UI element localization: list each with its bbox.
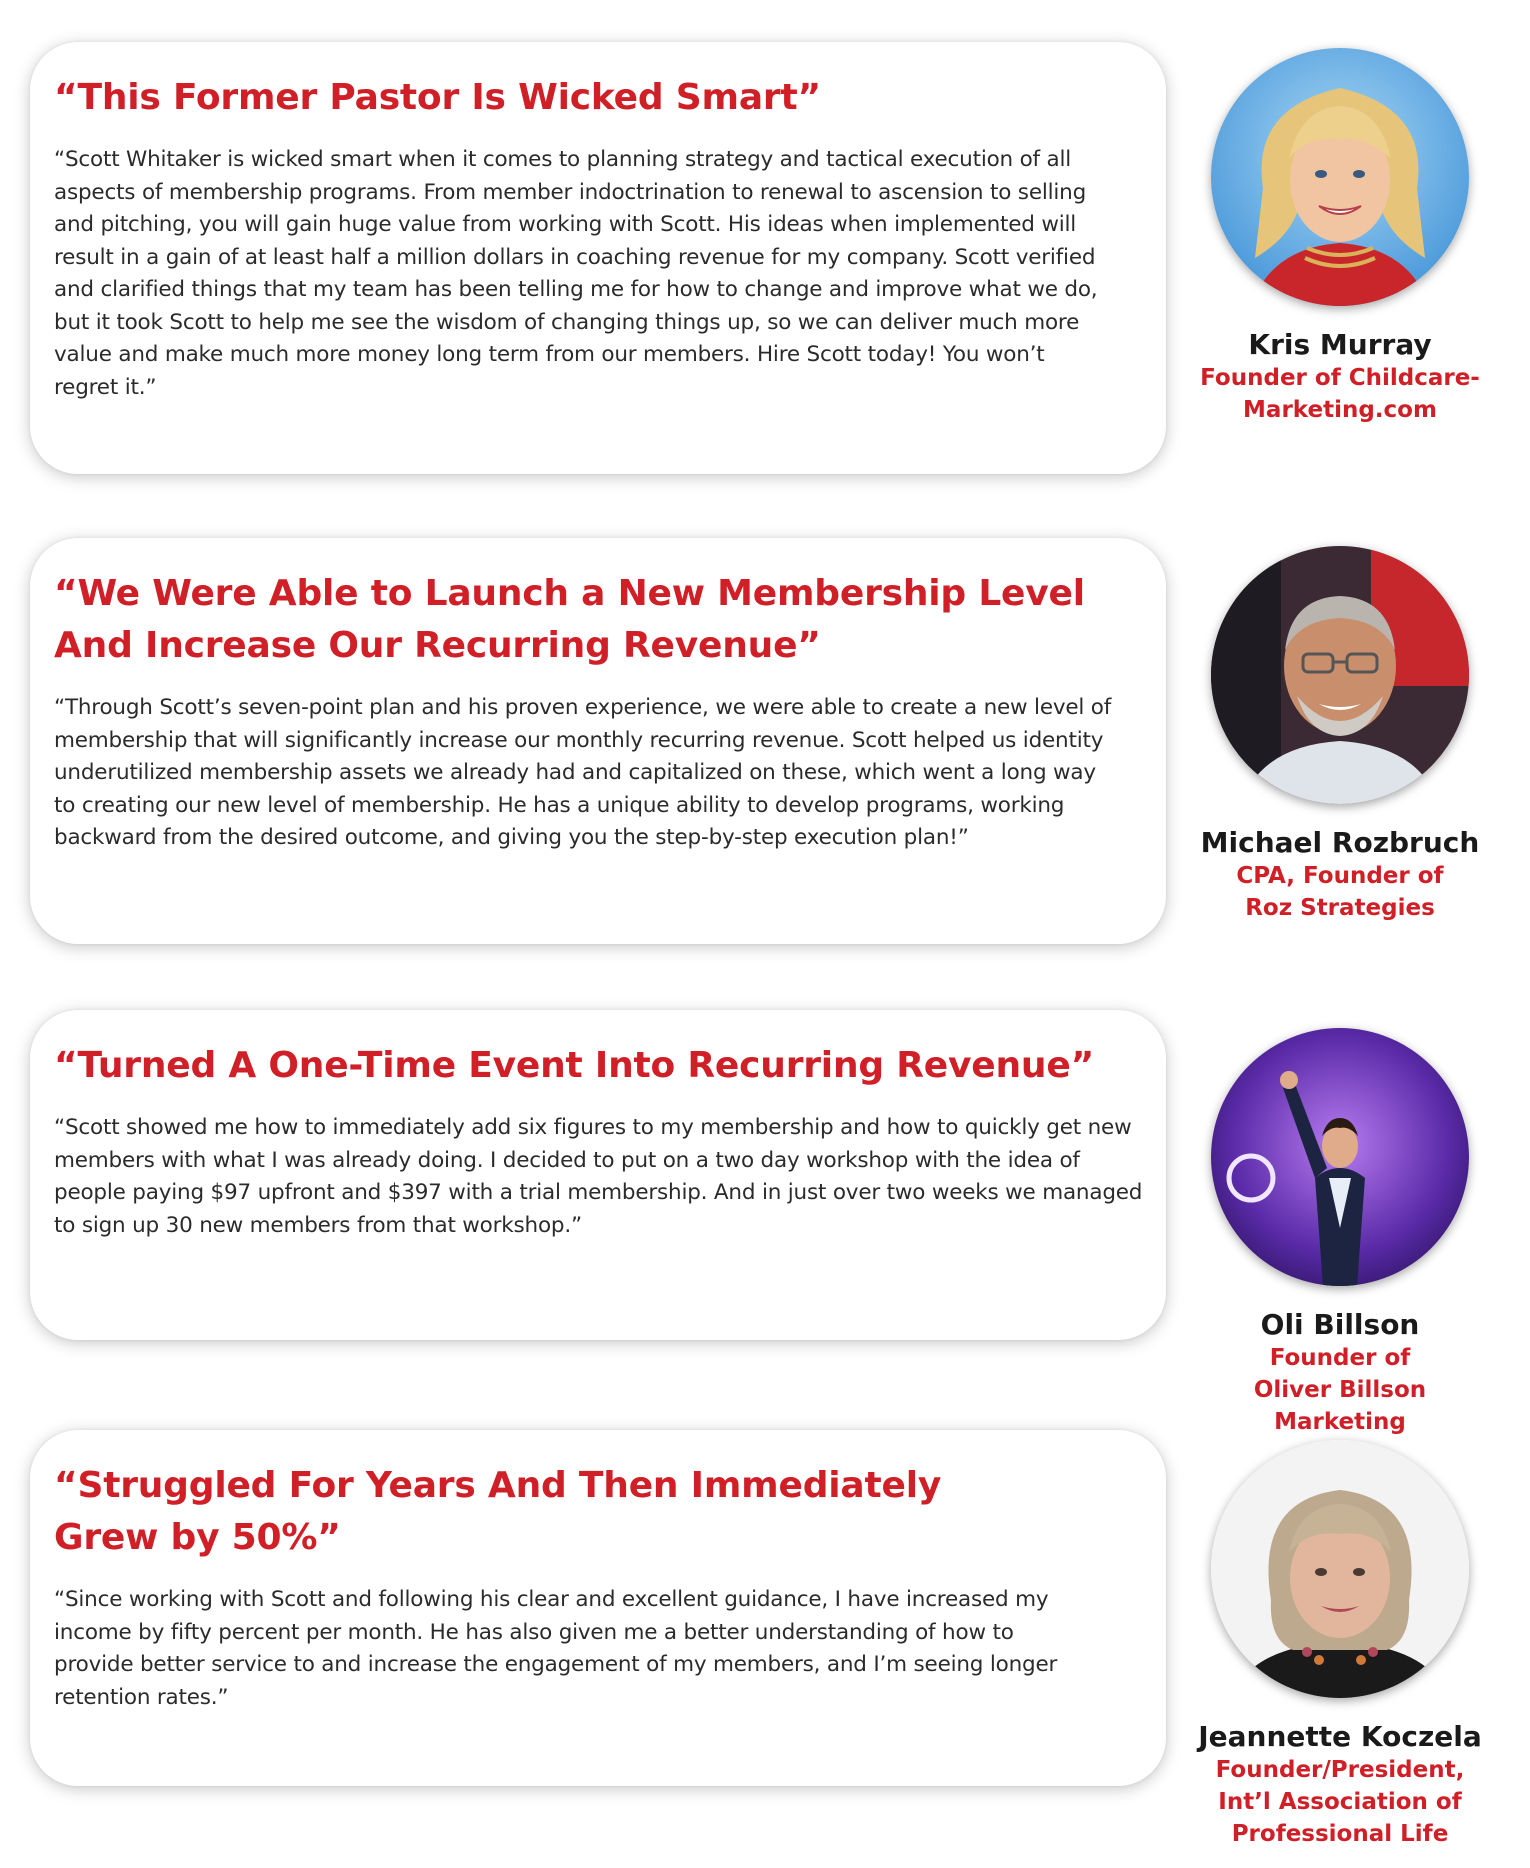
photo-woman-blonde: [1211, 48, 1469, 306]
author-role: Founder of Childcare- Marketing.com: [1200, 365, 1480, 423]
testimonial-headline: “Turned A One-Time Event Into Recurring Revenue”: [54, 1045, 1095, 1086]
author-name: Jeannette Koczela: [1198, 1720, 1482, 1753]
author-photo: [1211, 1440, 1469, 1698]
testimonial-card-4: [30, 1430, 1166, 1786]
author-photo: [1211, 48, 1469, 306]
testimonial-card-1: [30, 42, 1166, 474]
testimonial-card-3: [30, 1010, 1166, 1340]
author-block-3: [1185, 1028, 1495, 1438]
author-photo: [1211, 1028, 1469, 1286]
author-role: Founder/President, Int’l Association of Professional Life: [1215, 1757, 1465, 1847]
author-block-4: [1185, 1440, 1495, 1850]
author-block-2: [1185, 546, 1495, 924]
testimonial-headline: “We Were Able to Launch a New Membership Level And Increase Our Recurring Revenue”: [54, 573, 1085, 666]
testimonial-quote: “Through Scott’s seven-point plan and his proven experience, we were able to create a new level of membership that will significantly increase our monthly recurring revenue. Scott helped us identity underutilized membership assets we already had and capitalized on these, which went a long way to creating our new level of membership. He has a unique ability to develop programs, working backward from the desired outcome, and giving you the step-by-step execution plan!”: [54, 695, 1112, 850]
author-name: Michael Rozbruch: [1200, 826, 1480, 859]
photo-man-on-stage: [1211, 1028, 1469, 1286]
photo-woman-gray-hair: [1211, 1440, 1469, 1698]
author-name: Oli Billson: [1260, 1308, 1420, 1341]
testimonial-quote: “Since working with Scott and following his clear and excellent guidance, I have increased my income by fifty percent per month. He has also given me a better understanding of how to provide better service to and increase the engagement of my members, and I’m seeing longer retention rates.”: [54, 1587, 1058, 1710]
testimonial-card-2: [30, 538, 1166, 944]
author-role: CPA, Founder of Roz Strategies: [1236, 863, 1444, 921]
photo-man-gray-hair: [1211, 546, 1469, 804]
testimonial-headline: “This Former Pastor Is Wicked Smart”: [54, 77, 821, 118]
author-block-1: [1185, 48, 1495, 426]
testimonial-quote: “Scott Whitaker is wicked smart when it comes to planning strategy and tactical execution of all aspects of membership programs. From member indoctrination to renewal to ascension to selling and pitching, you will gain huge value from working with Scott. His ideas when implemented will result in a gain of at least half a million dollars in coaching revenue for my company. Scott verified and clarified things that my team has been telling me for how to change and improve what we do, but it took Scott to help me see the wisdom of changing things up, so we can deliver much more value and make much more money long term from our members. Hire Scott today! You won’t regret it.”: [54, 147, 1098, 400]
author-role: Founder of Oliver Billson Marketing: [1253, 1345, 1427, 1435]
author-name: Kris Murray: [1248, 328, 1432, 361]
author-photo: [1211, 546, 1469, 804]
testimonial-headline: “Struggled For Years And Then Immediately Grew by 50%”: [54, 1465, 942, 1558]
testimonial-quote: “Scott showed me how to immediately add six figures to my membership and how to quickly get new members with what I was already doing. I decided to put on a two day workshop with the idea of people paying $97 upfront and $397 with a trial membership. And in just over two weeks we managed to sign up 30 new members from that workshop.”: [54, 1115, 1143, 1238]
